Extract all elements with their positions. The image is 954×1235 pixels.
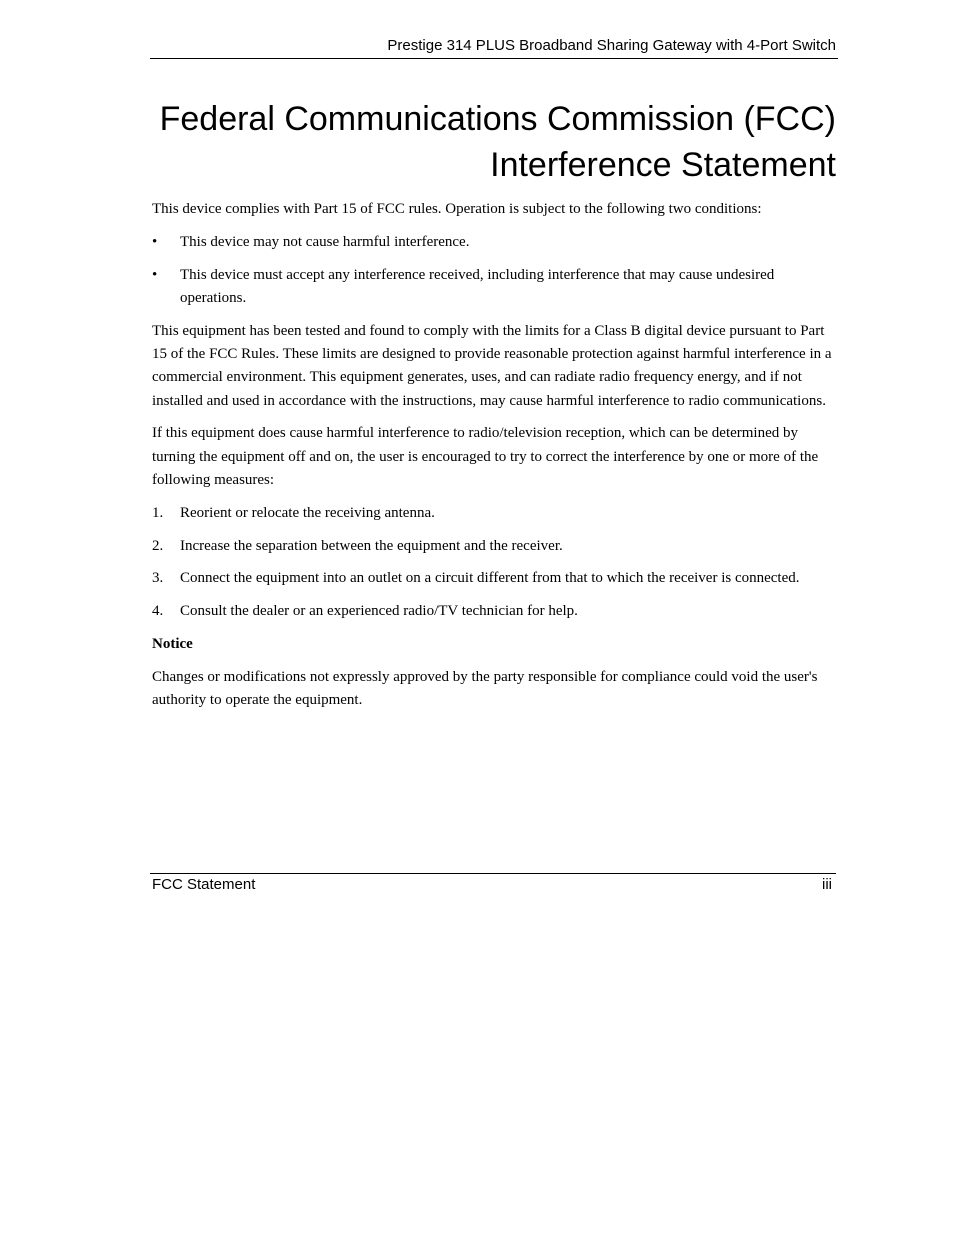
measure-number: 2. (152, 537, 164, 554)
measure-item (152, 502, 836, 525)
measure-number: 4. (152, 603, 164, 620)
page-title (150, 96, 836, 188)
running-header-title: Prestige 314 PLUS Broadband Sharing Gateway with 4-Port Switch (387, 37, 836, 54)
bullet-marker: • (152, 266, 158, 283)
measure-text: Connect the equipment into an outlet on a circuit different from that to which the receiver is connected. (180, 570, 800, 587)
bullet-text: This device must accept any interference received, including interference that may cause undesired operations. (180, 266, 775, 306)
document-body (152, 198, 836, 722)
page-number: iii (822, 876, 832, 893)
measure-text: Reorient or relocate the receiving antenna. (180, 504, 435, 521)
page-title-line-2: Interference Statement (490, 146, 836, 184)
measure-text: Increase the separation between the equipment and the receiver. (180, 537, 563, 554)
page-title-line-1: Federal Communications Commission (FCC) (159, 100, 836, 138)
measure-item (152, 567, 836, 590)
notice-paragraph: Changes or modifications not expressly approved by the party responsible for compliance could void the user's authority to operate the equipment. (152, 668, 818, 709)
bullet-item (152, 231, 836, 254)
document-page (150, 0, 838, 1235)
bullet-text: This device may not cause harmful interference. (180, 233, 470, 250)
intro-paragraph: This device complies with Part 15 of FCC rules. Operation is subject to the following two conditions: (152, 201, 762, 217)
measure-item (152, 600, 836, 623)
measure-item (152, 535, 836, 558)
notice-heading: Notice (152, 635, 193, 652)
measure-text: Consult the dealer or an experienced radio/TV technician for help. (180, 603, 578, 620)
measure-number: 3. (152, 570, 164, 587)
footer-section-name: FCC Statement (152, 876, 256, 893)
measure-number: 1. (152, 504, 164, 521)
compliance-paragraph: This equipment has been tested and found to comply with the limits for a Class B digital device pursuant to Part 15 of the FCC Rules. These limits are designed to provide reasonable protection against harmful interference in a commercial environment. This equipment generates, uses, and can radiate radio frequency energy, and if not installed and used in accordance with the instructions, may cause harmful interference to radio communications. (152, 322, 832, 409)
bullet-marker: • (152, 233, 158, 250)
interference-paragraph: If this equipment does cause harmful interference to radio/television reception, which can be determined by turning the equipment off and on, the user is encouraged to try to correct the interference by one or more of the following measures: (152, 425, 819, 488)
running-footer (150, 873, 836, 895)
running-header (150, 36, 838, 59)
bullet-item (152, 264, 836, 311)
